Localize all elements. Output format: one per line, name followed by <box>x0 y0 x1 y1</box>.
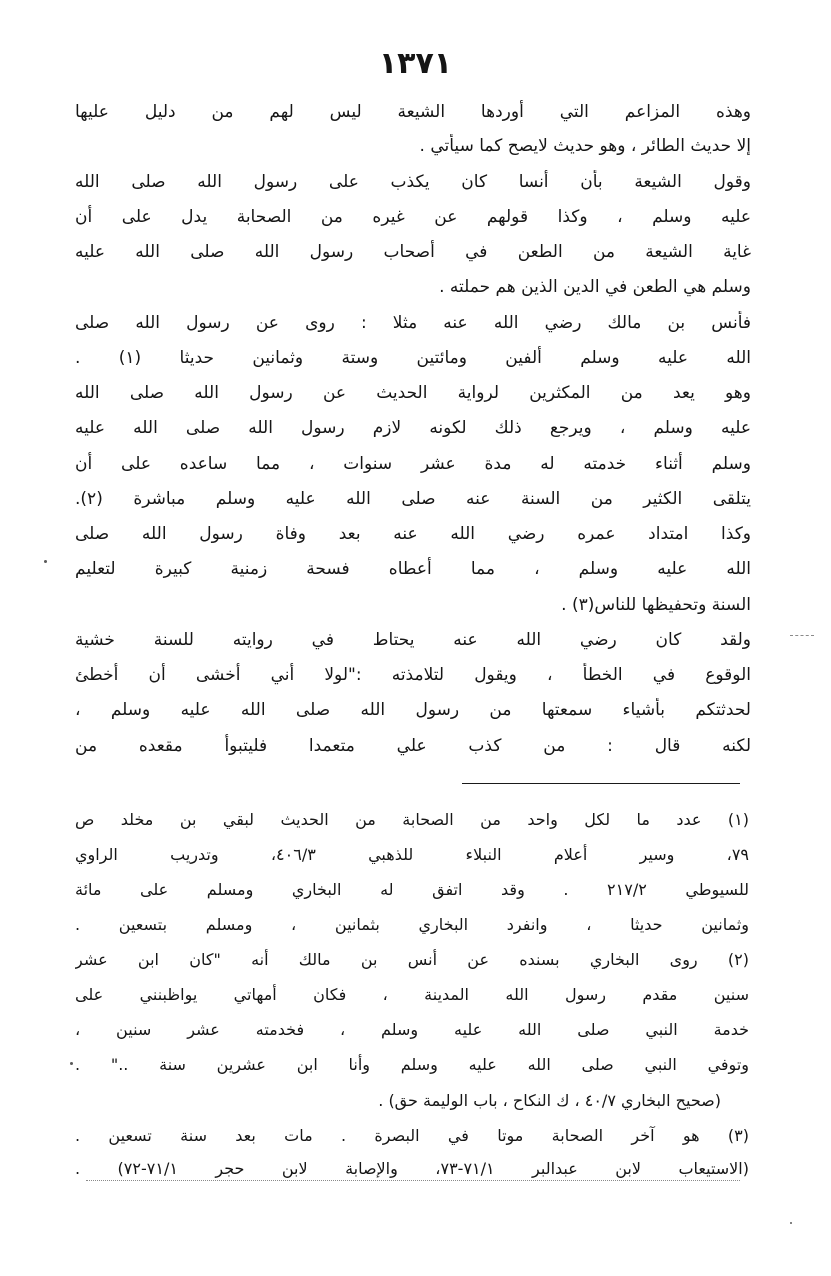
footnote-line: خدمة النبي صلى الله عليه وسلم ، فخدمته عشر سنين ، <box>75 1020 749 1039</box>
body-line: إلا حديث الطائر ، وهو حديث لايصح كما سيأتي . <box>419 136 751 156</box>
footnote-line: (صحيح البخاري ٤٠/٧ ، ك النكاح ، باب الوليمة حق) . <box>378 1091 721 1110</box>
footnote-line: للسيوطي ٢١٧/٢ . وقد اتفق له البخاري ومسلم على مائة <box>75 880 749 899</box>
footnote-line: وثمانين حديثا ، وانفرد البخاري بثمانين ، ومسلم بتسعين . <box>75 915 749 934</box>
body-line: الله عليه وسلم ، مما أعطاه فسحة زمنية كبيرة لتعليم <box>75 559 751 579</box>
body-line: وهذه المزاعم التي أوردها الشيعة ليس لهم من دليل عليها <box>75 102 751 122</box>
body-line: الوقوع في الخطأ ، ويقول لتلامذته :"لولا أني أخشى أن أخطئ <box>75 665 751 685</box>
body-line: وسلم أثناء خدمته له مدة عشر سنوات ، مما ساعده على أن <box>75 454 751 474</box>
footnote-line: (الاستيعاب لابن عبدالبر ٧١/١-٧٣، والإصابة لابن حجر ٧١/١-٧٢) . <box>75 1159 749 1178</box>
scan-speck <box>790 1222 792 1224</box>
body-line: السنة وتحفيظها للناس(٣) . <box>561 595 751 615</box>
body-line: يتلقى الكثير من السنة عنه صلى الله عليه وسلم مباشرة (٢). <box>75 489 751 509</box>
footnote-line: وتوفي النبي صلى الله عليه وسلم وأنا ابن عشرين سنة .." . <box>75 1055 749 1074</box>
body-line: وسلم هي الطعن في الدين الذين هم حملته . <box>439 277 751 297</box>
footnote-line: ٧٩، وسير أعلام النبلاء للذهبي ٤٠٦/٣، وتدريب الراوي <box>75 845 749 864</box>
body-line: ولقد كان رضي الله عنه يحتاط في روايته للسنة خشية <box>75 630 751 650</box>
footnote-separator <box>462 783 740 784</box>
body-line: غاية الشيعة من الطعن في أصحاب رسول الله صلى الله عليه <box>75 242 751 262</box>
scan-speck <box>44 560 47 563</box>
body-line: وهو يعد من المكثرين لرواية الحديث عن رسول الله صلى الله <box>75 383 751 403</box>
footnote-line: (٢) روى البخاري بسنده عن أنس بن مالك أنه "كان ابن عشر <box>75 950 749 969</box>
body-line: الله عليه وسلم ألفين ومائتين وستة وثمانين حديثا (١) . <box>75 348 751 368</box>
body-line: فأنس بن مالك رضي الله عنه مثلا : روى عن رسول الله صلى <box>75 313 751 333</box>
scan-speck <box>70 1062 73 1065</box>
body-line: لكنه قال : من كذب علي متعمدا فليتبوأ مقعده من <box>75 736 751 756</box>
body-line: لحدثتكم بأشياء سمعتها من رسول الله صلى الله عليه وسلم ، <box>75 700 751 720</box>
footnote-line: (٣) هو آخر الصحابة موتا في البصرة . مات بعد سنة تسعين . <box>75 1126 749 1145</box>
body-line: عليه وسلم ، ويرجع ذلك لكونه لازم رسول الله صلى الله عليه <box>75 418 751 438</box>
body-line: وكذا امتداد عمره رضي الله عنه بعد وفاة رسول الله صلى <box>75 524 751 544</box>
footnote-line: سنين مقدم رسول الله المدينة ، فكان أمهاتي يواظبنني على <box>75 985 749 1004</box>
scan-underline <box>86 1180 740 1181</box>
footnote-line: (١) عدد ما لكل واحد من الصحابة من الحديث لبقي بن مخلد ص <box>75 810 749 829</box>
page-number: ١٣٧١ <box>378 46 453 81</box>
scan-mark <box>790 635 814 636</box>
body-line: وقول الشيعة بأن أنسا كان يكذب على رسول الله صلى الله <box>75 172 751 192</box>
body-line: عليه وسلم ، وكذا قولهم عن غيره من الصحابة يدل على أن <box>75 207 751 227</box>
